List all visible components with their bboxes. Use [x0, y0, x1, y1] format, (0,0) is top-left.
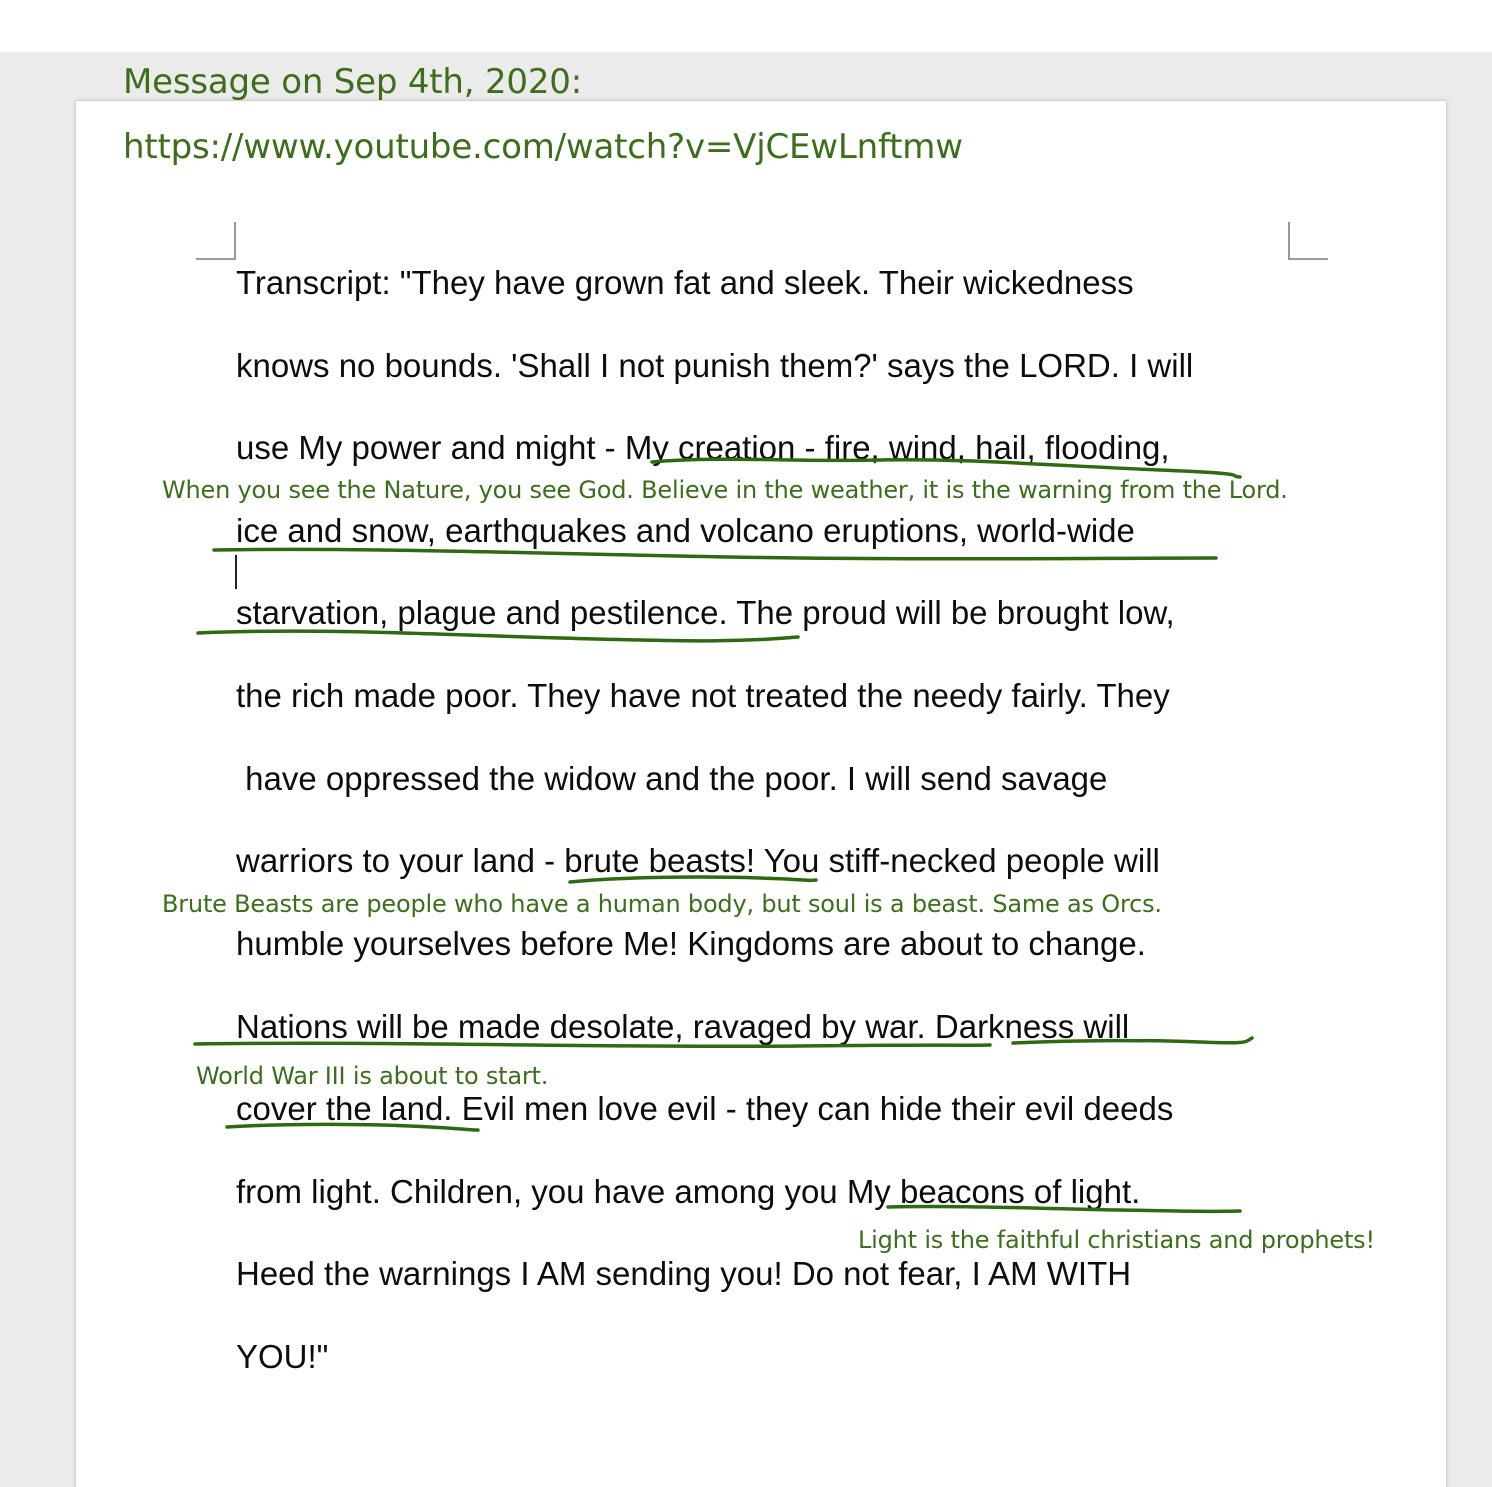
transcript-line-11: cover the land. Evil men love evil - they can hide their evil deeds	[236, 1090, 1174, 1127]
transcript-line-7: have oppressed the widow and the poor. I will send savage	[236, 760, 1108, 797]
video-url: https://www.youtube.com/watch?v=VjCEwLnftmw	[123, 127, 963, 167]
annotation-nature: When you see the Nature, you see God. Believe in the weather, it is the warning from the Lord.	[162, 476, 1288, 504]
transcript-line-4: ice and snow, earthquakes and volcano eruptions, world-wide	[236, 512, 1135, 549]
transcript-line-3: use My power and might - My creation - fire, wind, hail, flooding,	[236, 429, 1170, 466]
annotation-brute-beasts: Brute Beasts are people who have a human body, but soul is a beast. Same as Orcs.	[162, 890, 1162, 918]
margin-corner-mark-top-right	[1288, 222, 1328, 260]
transcript-line-10: Nations will be made desolate, ravaged by war. Darkness will	[236, 1008, 1130, 1045]
transcript-line-8: warriors to your land - brute beasts! You stiff-necked people will	[236, 842, 1160, 879]
transcript-line-14: YOU!"	[236, 1338, 329, 1375]
annotation-light: Light is the faithful christians and prophets!	[858, 1226, 1375, 1254]
transcript-line-2: knows no bounds. 'Shall I not punish them?' says the LORD. I will	[236, 347, 1194, 384]
transcript-line-9: humble yourselves before Me! Kingdoms are about to change.	[236, 925, 1146, 962]
transcript-line-5: starvation, plague and pestilence. The proud will be brought low,	[236, 594, 1175, 631]
margin-corner-mark-top-left	[196, 222, 236, 260]
text-cursor	[235, 555, 237, 589]
transcript-line-13: Heed the warnings I AM sending you! Do not fear, I AM WITH	[236, 1255, 1132, 1292]
transcript-line-1: Transcript: "They have grown fat and sleek. Their wickedness	[236, 264, 1134, 301]
transcript-line-12: from light. Children, you have among you My beacons of light.	[236, 1173, 1141, 1210]
transcript-line-6: the rich made poor. They have not treated the needy fairly. They	[236, 677, 1170, 714]
annotation-world-war: World War III is about to start.	[196, 1062, 549, 1090]
message-title: Message on Sep 4th, 2020:	[123, 62, 582, 102]
